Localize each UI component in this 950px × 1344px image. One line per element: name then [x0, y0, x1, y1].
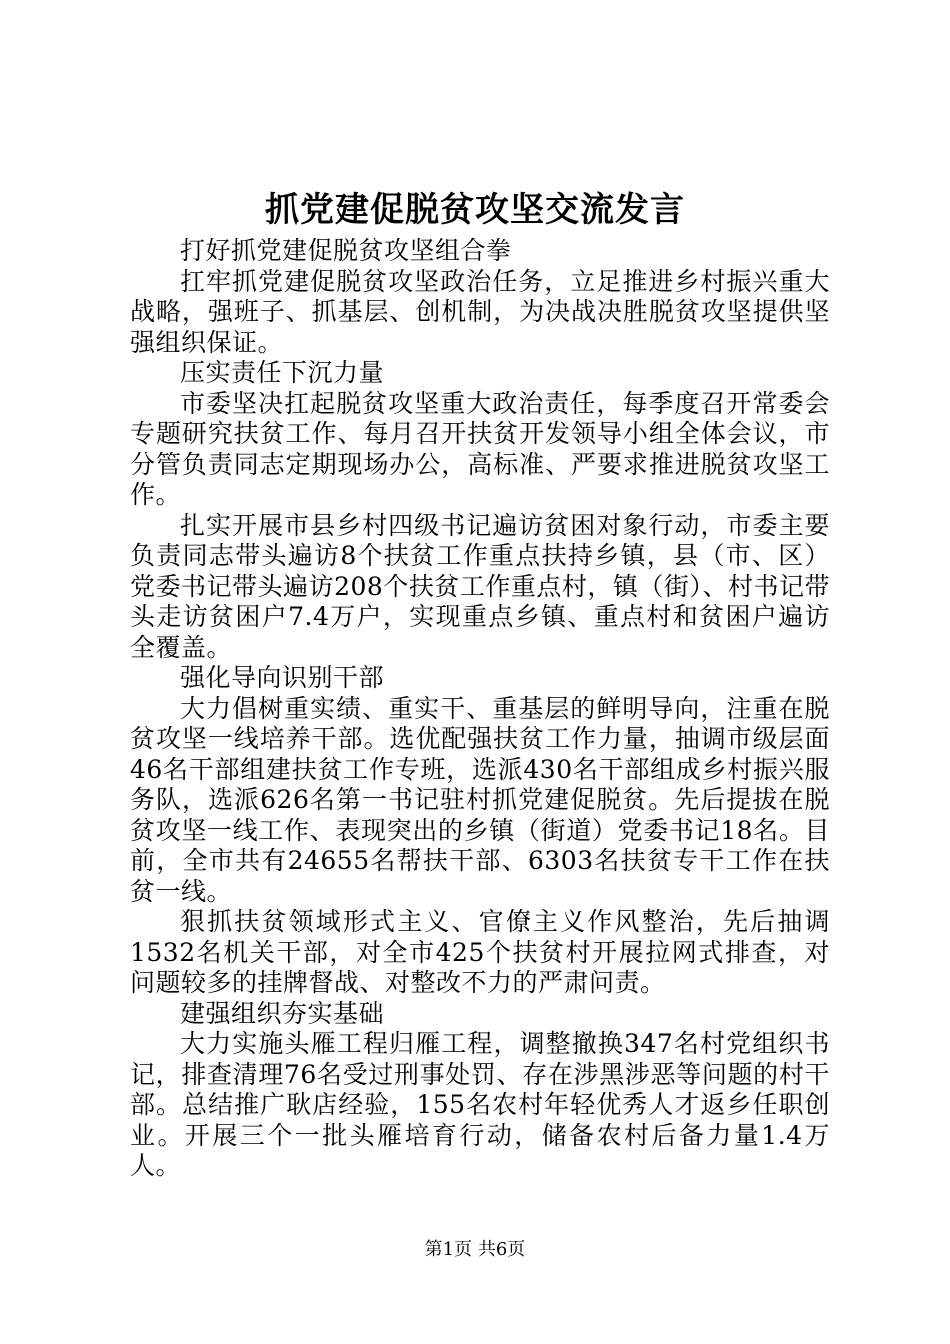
body-paragraph: 大力实施头雁工程归雁工程，调整撤换347名村党组织书记，排查清理76名受过刑事处罚、存在涉黑涉恶等问题的村干部。总结推广耿店经验，155名农村年轻优秀人才返乡任职创业。开展三个一批头雁培育行动，储备农村后备力量1.4万人。	[130, 1029, 830, 1180]
section-heading: 打好抓党建促脱贫攻坚组合拳	[180, 236, 512, 265]
body-paragraph: 扛牢抓党建促脱贫攻坚政治任务，立足推进乡村振兴重大战略，强班子、抓基层、创机制，为决战决胜脱贫攻坚提供坚强组织保证。	[130, 266, 830, 357]
section-heading: 强化导向识别干部	[180, 663, 385, 692]
document-title: 抓党建促脱贫攻坚交流发言	[265, 190, 685, 230]
section-heading: 压实责任下沉力量	[180, 358, 385, 387]
body-paragraph: 狠抓扶贫领域形式主义、官僚主义作风整治，先后抽调1532名机关干部，对全市425个扶贫村开展拉网式排查，对问题较多的挂牌督战、对整改不力的严肃问责。	[130, 907, 830, 997]
section-heading: 建强组织夯实基础	[180, 998, 385, 1028]
document-body	[130, 236, 830, 1182]
body-paragraph: 大力倡树重实绩、重实干、重基层的鲜明导向，注重在脱贫攻坚一线培养干部。选优配强扶贫工作力量，抽调市级层面46名干部组建扶贫工作专班，选派430名干部组成乡村振兴服务队，选派626名第一书记驻村抓党建促脱贫。先后提拔在脱贫攻坚一线工作、表现突出的乡镇（街道）党委书记18名。目前，全市共有24655名帮扶干部、6303名扶贫专干工作在扶贫一线。	[130, 693, 830, 906]
page-number-footer: 第1页 共6页	[424, 1239, 526, 1260]
body-paragraph: 扎实开展市县乡村四级书记遍访贫困对象行动，市委主要负责同志带头遍访8个扶贫工作重点扶持乡镇，县（市、区）党委书记带头遍访208个扶贫工作重点村，镇（街）、村书记带头走访贫困户7.4万户，实现重点乡镇、重点村和贫困户遍访全覆盖。	[130, 510, 830, 662]
body-paragraph: 市委坚决扛起脱贫攻坚重大政治责任，每季度召开常委会专题研究扶贫工作、每月召开扶贫开发领导小组全体会议，市分管负责同志定期现场办公，高标准、严要求推进脱贫攻坚工作。	[130, 388, 830, 509]
